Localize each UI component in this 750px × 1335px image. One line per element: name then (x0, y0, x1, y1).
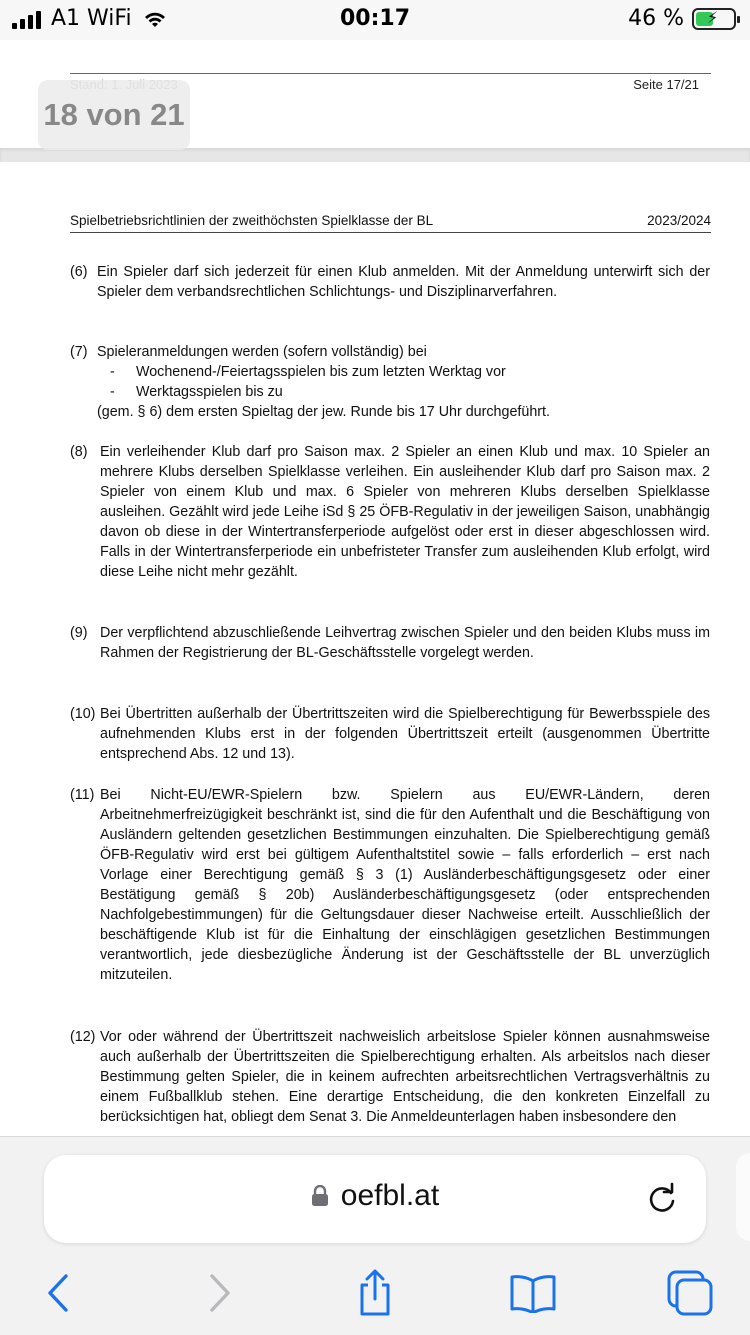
page-separator (0, 148, 750, 162)
header-season: 2023/2024 (647, 213, 711, 228)
paragraph-text: Der verpflichtend abzuschließende Leihvertrag zwischen Spieler und den beiden Klubs muss im Rahmen der Registrierung der BL-Geschäftsstelle vorgelegt werden. (100, 625, 710, 661)
share-button[interactable] (347, 1265, 403, 1321)
share-icon (355, 1268, 395, 1318)
address-bar[interactable] (44, 1155, 706, 1243)
paragraph-number: (10) (70, 706, 96, 722)
paragraph-tail: (gem. § 6) dem ersten Spieltag der jew. Runde bis 17 Uhr durchgeführt. (97, 404, 550, 420)
carrier-name: A1 WiFi (51, 6, 132, 31)
address-display[interactable] (44, 1179, 706, 1213)
paragraph-6 (70, 262, 710, 302)
paragraph-8 (70, 442, 710, 582)
status-bar (0, 0, 750, 40)
header-rule (70, 232, 711, 233)
battery-group (628, 6, 736, 31)
paragraph-10 (70, 704, 710, 764)
paragraph-number: (6) (70, 264, 88, 280)
tabs-icon (665, 1268, 715, 1318)
forward-button[interactable] (192, 1265, 248, 1321)
paragraph-text: Ein verleihender Klub darf pro Saison max. 2 Spieler an einen Klub und max. 10 Spieler an mehrere Klubs derselben Spielklasse verleihen. Ein ausleihender Klub darf pro Saison max. 2 Spieler von einem Klub und max. 6 Spieler von mehreren Klubs derselben Spielklasse ausleihen. Gezählt wird jede Leihe iSd § 25 ÖFB-Regulativ in der jeweiligen Saison, unabhängig davon ob diese in der Wintertransferperiode aufgelöst oder erst in dieser abgeschlossen wird. Falls in der Wintertransferperiode ein unbefristeter Transfer zum ausleihenden Klub erfolgt, wird diese Leihe nicht mehr gezählt. (100, 444, 710, 580)
lock-icon (311, 1185, 329, 1207)
list-item: - Werktagsspielen bis zu (110, 384, 283, 400)
page-header (70, 213, 711, 228)
back-button[interactable] (30, 1265, 86, 1321)
battery-charging-icon: ⚡ (692, 8, 736, 30)
paragraph-text: Ein Spieler darf sich jederzeit für einen Klub anmelden. Mit der Anmeldung unterwirft sich der Spieler dem verbandsrechtlichen Schlichtungs- und Disziplinarverfahren. (97, 264, 710, 300)
paragraph-number: (11) (70, 787, 95, 803)
paragraph-11 (70, 785, 710, 985)
forward-icon (206, 1273, 234, 1313)
footer-page-number: Seite 17/21 (633, 77, 699, 92)
pdf-viewer[interactable] (0, 40, 750, 1136)
paragraph-text: Bei Nicht-EU/EWR-Spielern bzw. Spielern aus EU/EWR-Ländern, deren Arbeitnehmerfreizügigkeit beschränkt ist, sind die für den Aufenthalt und die Beschäftigung von Ausländern geltenden gesetzlichen Bestimmungen einzuhalten. Die Spielberechtigung gemäß ÖFB-Regulativ wird erst bei gültigem Aufenthaltstitel sowie – falls erforderlich – erst nach Vorlage einer Berechtigung gemäß § 3 (1) Ausländerbeschäftigungsgesetz oder einer Bestätigung gemäß § 20b) Ausländerbeschäftigungsgesetz (oder entsprechenden Nachfolgebestimmungen) für die Geltungsdauer dieser Nachweise erteilt. Ausschließlich der beschäftigende Klub ist für die Einhaltung der einschlägigen gesetzlichen Bestimmungen verantwortlich, jede diesbezügliche Änderung ist der Geschäftsstelle der BL unverzüglich mitzuteilen. (100, 787, 710, 983)
header-title: Spielbetriebsrichtlinien der zweithöchsten Spielklasse der BL (70, 213, 434, 228)
paragraph-number: (12) (70, 1029, 96, 1045)
safari-toolbar (0, 1136, 750, 1335)
reload-icon[interactable] (644, 1181, 680, 1217)
next-tab-peek[interactable] (736, 1153, 750, 1241)
footer-rule (70, 73, 711, 74)
list-item: - Wochenend-/Feiertagsspielen bis zum letzten Werktag vor (110, 364, 506, 380)
paragraph-number: (9) (70, 625, 88, 641)
paragraph-7 (70, 342, 710, 422)
clock: 00:17 (339, 6, 411, 31)
page-counter-badge: 18 von 21 (38, 80, 190, 150)
back-icon (44, 1273, 72, 1313)
paragraph-text: Vor oder während der Übertrittszeit nachweislich arbeitslose Spieler können ausnahmsweise auch außerhalb der Übertrittszeiten die Spielberechtigung erhalten. Als arbeitslos nach dieser Bestimmung gelten Spieler, die in keinem aufrechten arbeitsrechtlichen Vertragsverhältnis zu einem Fußballklub stehen. Eine derartige Entscheidung, die den konkreten Einzelfall zu berücksichtigen hat, obliegt dem Senat 3. Die Anmeldeunterlagen haben insbesondere den (100, 1029, 710, 1125)
paragraph-text: Spieleranmeldungen werden (sofern vollständig) bei (97, 344, 427, 360)
paragraph-number: (7) (70, 344, 88, 360)
bookmarks-icon (508, 1273, 558, 1313)
bookmarks-button[interactable] (505, 1265, 561, 1321)
navigation-bar (0, 1265, 750, 1325)
paragraph-12 (70, 1027, 710, 1127)
tabs-button[interactable] (662, 1265, 718, 1321)
paragraph-9 (70, 623, 710, 663)
url-text: oefbl.at (340, 1179, 440, 1212)
paragraph-number: (8) (70, 444, 88, 460)
paragraph-text: Bei Übertritten außerhalb der Übertrittszeiten wird die Spielberechtigung für Bewerbsspiele des aufnehmenden Klubs erst in der folgenden Übertrittszeit erteilt (ausgenommen Übertritte entsprechend Abs. 12 und 13). (100, 706, 710, 762)
battery-percent: 46 % (628, 6, 684, 31)
